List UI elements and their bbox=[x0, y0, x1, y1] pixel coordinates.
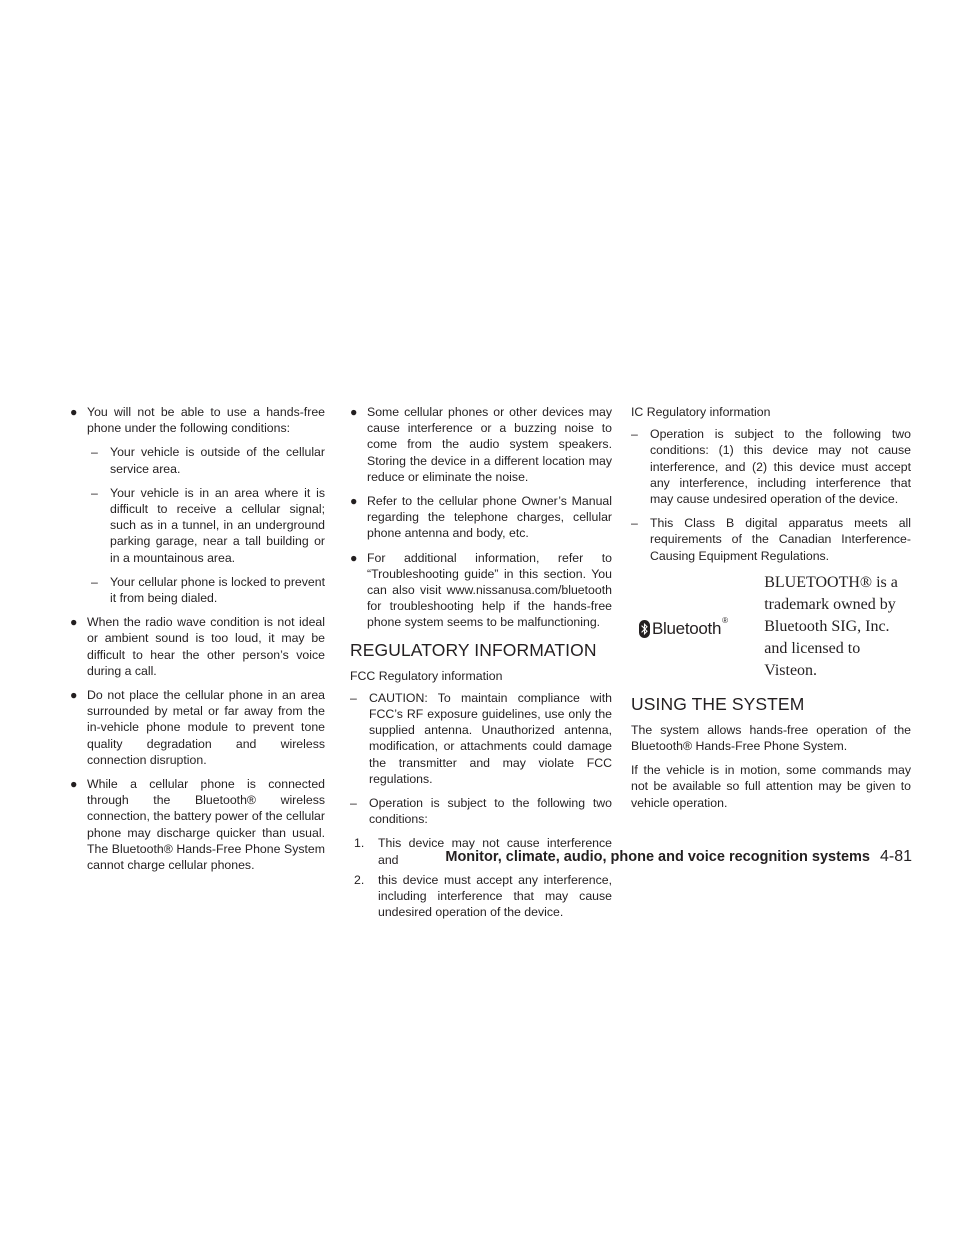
section-heading-regulatory: REGULATORY INFORMATION bbox=[350, 639, 597, 660]
number-marker: 1. bbox=[354, 836, 365, 851]
bullet-text: You will not be able to use a hands-free phone under the following conditions: bbox=[87, 405, 325, 436]
bullet-item bbox=[70, 776, 325, 873]
bullet-marker: ● bbox=[350, 494, 358, 509]
bullet-item bbox=[70, 404, 325, 436]
column-left bbox=[70, 404, 325, 881]
bullet-marker: ● bbox=[70, 688, 78, 703]
registered-mark: ® bbox=[722, 615, 729, 625]
bullet-marker: ● bbox=[70, 405, 78, 419]
bullet-marker: ● bbox=[70, 777, 78, 792]
bullet-item bbox=[350, 493, 612, 542]
dash-marker: – bbox=[631, 516, 638, 531]
dash-item bbox=[631, 426, 911, 507]
bullet-text: Do not place the cellular phone in an area surrounded by metal or far away from the in-vehicle phone module to prevent tone quality degradation and wireless connection disruption. bbox=[87, 688, 325, 767]
paragraph: If the vehicle is in motion, some commands may not be available so full attention may be given to vehicle operation. bbox=[631, 763, 911, 810]
bullet-marker: ● bbox=[70, 615, 78, 630]
bluetooth-wordmark: Bluetooth bbox=[652, 618, 722, 638]
bluetooth-icon bbox=[639, 620, 650, 638]
paragraph: The system allows hands-free operation of the Bluetooth® Hands-Free Phone System. bbox=[631, 722, 911, 754]
dash-text: Your cellular phone is locked to prevent it from being dialed. bbox=[110, 574, 325, 606]
footer-chapter-title: Monitor, climate, audio, phone and voice recognition systems bbox=[445, 849, 870, 865]
numbered-text: This device may not cause interference and bbox=[378, 836, 612, 867]
bullet-item bbox=[70, 687, 325, 768]
bullet-item bbox=[350, 550, 612, 631]
dash-item bbox=[91, 444, 325, 476]
dash-marker: – bbox=[91, 485, 98, 500]
bullet-text: For additional information, refer to “Troubleshooting guide” in this section. You can also visit www.nissanusa.com/bluetooth for troubleshooting help if the hands-free phone system seems to be malfunctioning. bbox=[367, 550, 612, 630]
dash-text: Your vehicle is outside of the cellular service area. bbox=[110, 445, 325, 476]
bluetooth-trademark-note: BLUETOOTH® is a trademark owned by Bluetooth SIG, Inc. and licensed to Visteon. bbox=[764, 573, 898, 679]
numbered-item bbox=[350, 872, 612, 921]
dash-marker: – bbox=[350, 796, 357, 811]
number-marker: 2. bbox=[354, 872, 365, 887]
dash-item bbox=[91, 485, 325, 566]
column-middle bbox=[350, 404, 612, 924]
dash-text: This Class B digital apparatus meets all requirements of the Canadian Interference-Causing Equipment Regulations. bbox=[650, 516, 911, 563]
bullet-text: Refer to the cellular phone Owner’s Manual regarding the telephone charges, cellular phone antenna and body, etc. bbox=[367, 494, 612, 541]
dash-text: CAUTION: To maintain compliance with FCC’s RF exposure guidelines, use only the supplied antenna. Unauthorized antenna, modification, or attachments could damage the transmitter and may violate FCC regulations. bbox=[369, 690, 612, 786]
dash-marker: – bbox=[91, 445, 98, 460]
bluetooth-trademark-block bbox=[631, 572, 911, 682]
ic-label: IC Regulatory information bbox=[631, 405, 771, 419]
dash-item bbox=[350, 690, 612, 787]
dash-text: Operation is subject to the following two conditions: (1) this device may not cause interference, and (2) this device must accept any interference, including interference that may cause undesired operation of the device. bbox=[650, 427, 911, 507]
section-heading-using: USING THE SYSTEM bbox=[631, 693, 805, 714]
bullet-text: While a cellular phone is connected through the Bluetooth® wireless connection, the battery power of the cellular phone may discharge quicker than usual. The Bluetooth® Hands-Free Phone System cannot charge cellular phones. bbox=[87, 777, 325, 873]
dash-text: Your vehicle is in an area where it is difficult to receive a cellular signal; such as in a tunnel, in an underground parking garage, near a tall building or in a mountainous area. bbox=[110, 485, 325, 565]
bullet-marker: ● bbox=[350, 405, 358, 419]
dash-marker: – bbox=[631, 427, 638, 442]
bullet-marker: ● bbox=[350, 550, 358, 565]
bullet-item bbox=[70, 614, 325, 679]
fcc-label: FCC Regulatory information bbox=[350, 668, 503, 683]
page-footer bbox=[445, 848, 912, 866]
bullet-text: When the radio wave condition is not ideal or ambient sound is too loud, it may be difficult to hear the other person’s voice during a call. bbox=[87, 615, 325, 678]
page-number: 4-81 bbox=[879, 848, 912, 865]
numbered-text: this device must accept any interference, including interference that may cause undesired operation of the device. bbox=[378, 872, 612, 920]
bullet-text: Some cellular phones or other devices may cause interference or a buzzing noise to come from the audio system speakers. Storing the device in a different location may reduce or eliminate the noise. bbox=[367, 405, 612, 484]
dash-marker: – bbox=[91, 574, 98, 589]
dash-item bbox=[631, 515, 911, 564]
dash-item bbox=[91, 574, 325, 606]
dash-item bbox=[350, 795, 612, 827]
dash-text: Operation is subject to the following two conditions: bbox=[369, 796, 612, 827]
dash-marker: – bbox=[350, 690, 357, 705]
bullet-item bbox=[350, 404, 612, 485]
bluetooth-logo bbox=[631, 615, 764, 638]
column-right bbox=[631, 404, 911, 819]
